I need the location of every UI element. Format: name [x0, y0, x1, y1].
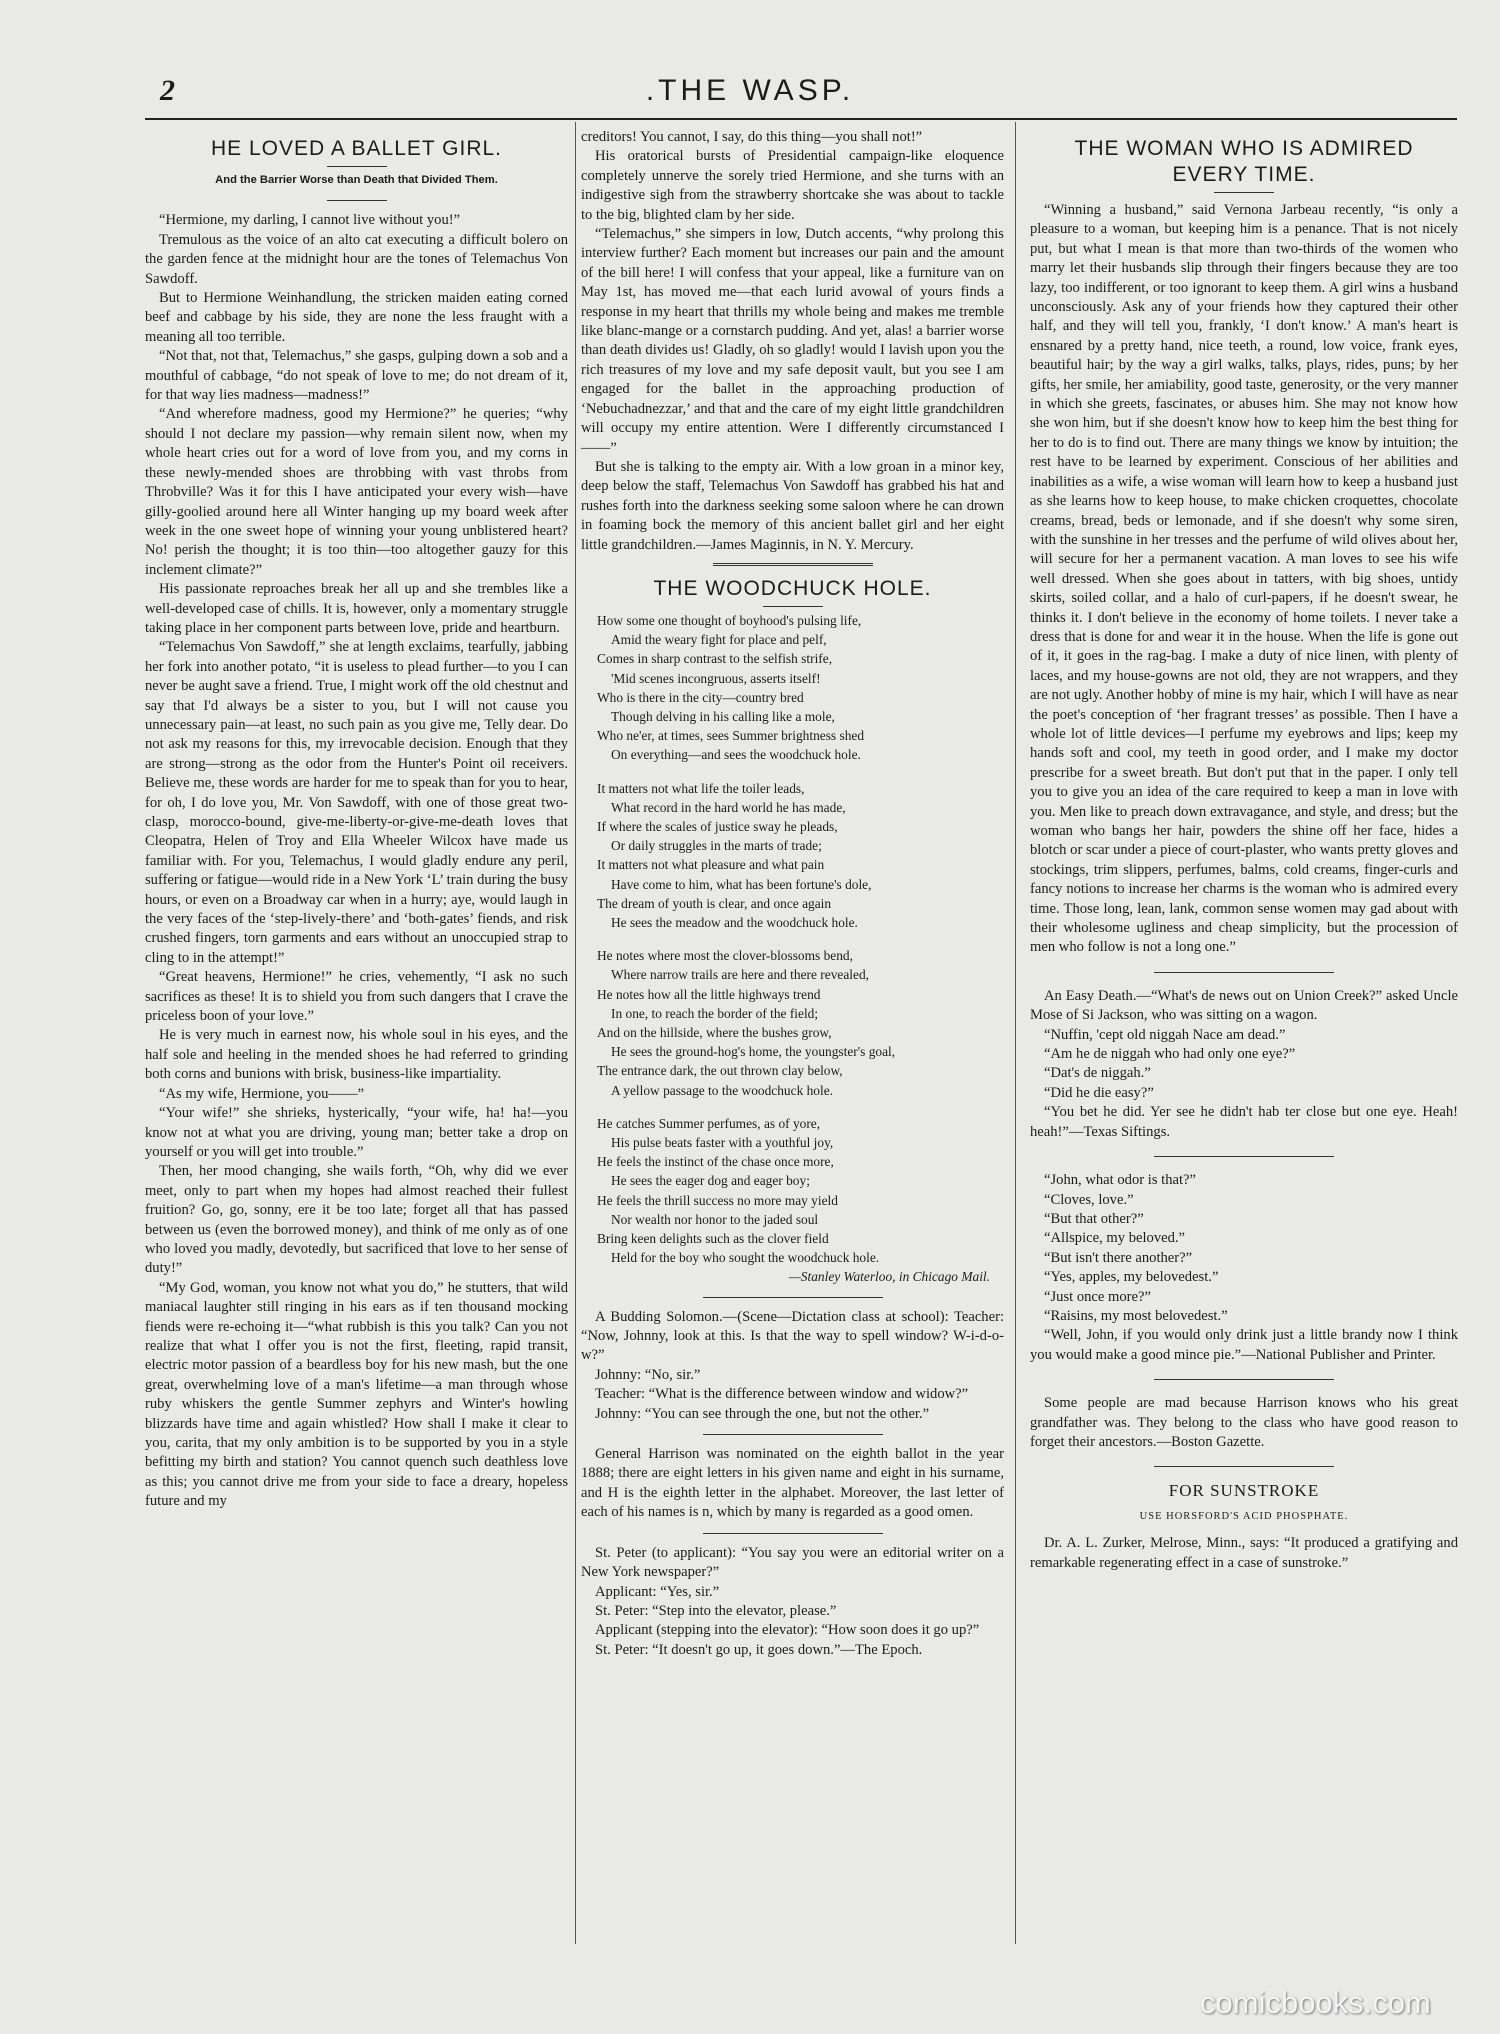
section-rule — [703, 1434, 883, 1435]
ad-subtitle: USE HORSFORD'S ACID PHOSPHATE. — [1139, 1510, 1349, 1522]
section-rule — [1154, 1379, 1334, 1380]
stanza-gap — [597, 1100, 1004, 1114]
article-title — [1030, 136, 1458, 188]
poem-line: What record in the hard world he has made, — [611, 799, 846, 815]
poem-line: 'Mid scenes incongruous, asserts itself! — [611, 670, 821, 686]
paragraph: Dr. A. L. Zurker, Melrose, Minn., says: “It produced a gratifying and remarkable regenerating effect in a case of sunstroke.” — [1030, 1535, 1458, 1571]
paragraph: St. Peter: “It doesn't go up, it goes down.”—The Epoch. — [595, 1641, 923, 1658]
paragraph: “John, what odor is that?” — [1044, 1172, 1196, 1189]
column-rule — [575, 122, 576, 1944]
poem-line: How some one thought of boyhood's pulsing life, — [597, 612, 862, 628]
paragraph: “Hermione, my darling, I cannot live without you!” — [159, 212, 461, 229]
column-rule — [1015, 122, 1016, 1944]
title-rule — [763, 606, 823, 607]
paragraph: “My God, woman, you know not what you do,” he stutters, that wild maniacal laughter still ringing in his ears as if ten thousand mocking fiends were re-echoing it—“what rubbish is this you talk? Can you not realize that what I offer you is not the first, fleeting, rapid transit, electric motor passion of a beardless boy for his new mash, but the one great, overwhelming love of a man's lifetime—a man through whose ruby whiskers the gentle Summer zephyrs and Winter's howling blizzards have time and again whistled? How shall I make it clear to you, carita, that my only ambition is to be supported by you in a style befitting my birth and station? You cannot quench such deathless love as this; you cannot drive me from your side to face a dreary, hopeless future and my — [145, 1279, 568, 1510]
paragraph: Applicant: “Yes, sir.” — [595, 1583, 720, 1600]
paragraph: Some people are mad because Harrison knows who his great grandfather was. They belong to the class who have good reason to forget their ancestors.—Boston Gazette. — [1030, 1395, 1458, 1450]
paragraph: “You bet he did. Yer see he didn't hab ter close but one eye. Heah! heah!”—Texas Siftings. — [1030, 1104, 1458, 1140]
paragraph: Johnny: “No, sir.” — [595, 1366, 701, 1383]
title-line: THE WOMAN WHO IS ADMIRED — [1074, 137, 1414, 160]
poem-line: Amid the weary fight for place and pelf, — [611, 632, 827, 648]
poem-line: He notes where most the clover-blossoms bend, — [597, 948, 853, 964]
page-number: 2 — [160, 74, 175, 107]
poem-line: He sees the eager dog and eager boy; — [611, 1173, 810, 1189]
poem-line: Held for the boy who sought the woodchuck hole. — [611, 1250, 880, 1266]
paragraph: St. Peter (to applicant): “You say you were an editorial writer on a New York newspaper?” — [581, 1544, 1004, 1581]
paragraph: “Your wife!” she shrieks, hysterically, “your wife, ha! ha!—you know not at what you are driving, young man; better take a drop on yourself or you will get into trouble.” — [145, 1105, 568, 1160]
poem-line: In one, to reach the border of the field; — [611, 1005, 819, 1021]
paragraph: “Great heavens, Hermione!” he cries, vehemently, “I ask no such sacrifices as these! It is to shield you from such dangers that I crave the priceless boon of your love.” — [145, 969, 568, 1025]
poem-line: Who is there in the city—country bred — [597, 689, 804, 705]
column-1 — [145, 128, 568, 1512]
paragraph: “Telemachus,” she simpers in low, Dutch accents, “why prolong this interview further? Each moment but increases our pain and the amount of the bill here! I will confess that your appeal, like a furniture van on May 1st, has moved me—that each lurid avowal of yours finds a response in my heart that thrills my whole being and makes me tremble like blanc-mange or a cornstarch pudding. And yet, alas! a barrier worse than death divides us! Gladly, oh so gladly! would I lavish upon you the rich treasures of my love and my safe deposit vault, but you see I am engaged for the ballet in the approaching production of ‘Nebuchadnezzar,’ and that and the care of my eight little grandchildren will occupy my entire attention. Were I differently circumstanced I——” — [581, 226, 1004, 456]
section-rule — [1154, 1156, 1334, 1157]
poem-line: His pulse beats faster with a youthful joy, — [611, 1135, 834, 1151]
poem-line: He notes how all the little highways trend — [597, 986, 821, 1002]
poem-credit: —Stanley Waterloo, in Chicago Mail. — [788, 1269, 990, 1285]
section-rule — [1154, 1466, 1334, 1467]
section-rule — [703, 1297, 883, 1298]
poem-line: The entrance dark, the out thrown clay below, — [597, 1063, 843, 1079]
paragraph: “Yes, apples, my belovedest.” — [1044, 1269, 1219, 1286]
poem-line: A yellow passage to the woodchuck hole. — [611, 1082, 834, 1098]
paragraph: He is very much in earnest now, his whole soul in his eyes, and the half sole and heeling in the mended shoes he had referred to grinding both corns and bunions with brisk, business-like impartiality. — [145, 1027, 568, 1083]
running-head — [0, 74, 1500, 114]
paragraph: “Nuffin, 'cept old niggah Nace am dead.” — [1044, 1026, 1286, 1043]
poem-line: Or daily struggles in the marts of trade; — [611, 838, 822, 854]
poem-title: THE WOODCHUCK HOLE. — [653, 576, 932, 600]
paragraph: St. Peter: “Step into the elevator, please.” — [595, 1602, 837, 1619]
paragraph: “Not that, not that, Telemachus,” she gasps, gulping down a sob and a mouthful of cabbage, “do not speak of love to me; do not dream of it, for that way lies madness—madness!” — [145, 348, 568, 404]
poem-line: Have come to him, what has been fortune's dole, — [611, 876, 872, 892]
poem-line: He feels the thrill success no more may yield — [597, 1192, 838, 1208]
poem-line: The dream of youth is clear, and once again — [597, 895, 832, 911]
poem-line: It matters not what pleasure and what pain — [597, 857, 825, 873]
column-2 — [581, 128, 1004, 1660]
paragraph: “Well, John, if you would only drink just a little brandy now I think you would make a good mince pie.”—National Publisher and Printer. — [1030, 1327, 1458, 1363]
paragraph: “Dat's de niggah.” — [1044, 1065, 1151, 1082]
poem-line: He sees the ground-hog's home, the youngster's goal, — [611, 1044, 896, 1060]
paragraph: “Raisins, my most belovedest.” — [1044, 1307, 1228, 1324]
paragraph: But she is talking to the empty air. With a low groan in a minor key, deep below the staff, Telemachus Von Sawdoff has grabbed his hat and rushes forth into the darkness seeking some saloon where he can drown in foaming bock the memory of this ancient ballet girl and her eight little grandchildren.—James Maginnis, in N. Y. Mercury. — [581, 458, 1004, 553]
paragraph: But to Hermione Weinhandlung, the stricken maiden eating corned beef and cabbage by his side, they are none the less fraught with a meaning all too terrible. — [145, 290, 568, 345]
title-rule — [327, 166, 387, 167]
stanza-gap — [597, 765, 1004, 779]
article-deck: And the Barrier Worse than Death that Divided Them. — [215, 174, 498, 186]
paragraph: Teacher: “What is the difference between window and widow?” — [595, 1386, 969, 1403]
poem-line: If where the scales of justice sway he pleads, — [597, 818, 838, 834]
poem-line: Where narrow trails are here and there revealed, — [611, 967, 869, 983]
title-line: EVERY TIME. — [1172, 163, 1316, 186]
poem-line: Bring keen delights such as the clover field — [597, 1231, 829, 1247]
paragraph: “Allspice, my beloved.” — [1044, 1230, 1186, 1247]
paragraph: His oratorical bursts of Presidential campaign-like eloquence completely unnerve the sorely tried Hermione, and she turns with an indigestive sigh from the strawberry shortcake she was about to tackle to the big, blighted clam by her side. — [581, 148, 1004, 223]
poem-line: And on the hillside, where the bushes grow, — [597, 1025, 832, 1040]
poem-line: He sees the meadow and the woodchuck hole. — [611, 914, 858, 930]
masthead: .THE WASP. — [645, 74, 855, 107]
poem-line: On everything—and sees the woodchuck hole. — [611, 747, 861, 763]
section-rule — [1154, 972, 1334, 973]
paragraph: “Did he die easy?” — [1044, 1084, 1154, 1101]
paragraph: “But isn't there another?” — [1044, 1249, 1193, 1266]
paragraph: “Am he de niggah who had only one eye?” — [1044, 1046, 1296, 1063]
article-title: HE LOVED A BALLET GIRL. — [210, 137, 503, 160]
paragraph: Johnny: “You can see through the one, but not the other.” — [595, 1405, 930, 1422]
section-rule — [703, 1533, 883, 1534]
paragraph: General Harrison was nominated on the eighth ballot in the year 1888; there are eight letters in his given name and eight in his surname, and H is the eighth letter in the alphabet. Moreover, the last letter of each of his names is n, which by many is regarded as a good omen. — [581, 1446, 1004, 1521]
poem-line: Nor wealth nor honor to the jaded soul — [611, 1211, 819, 1227]
paragraph: “As my wife, Hermione, you——” — [159, 1085, 365, 1102]
poem-line: Though delving in his calling like a mole, — [611, 708, 835, 724]
poem-line: It matters not what life the toiler leads, — [597, 780, 805, 796]
paragraph: A Budding Solomon.—(Scene—Dictation class at school): Teacher: “Now, Johnny, look at this. Is that the way to spell window? W-i-d-o-w?” — [581, 1308, 1004, 1364]
poem-line: Who ne'er, at times, sees Summer brightness shed — [597, 728, 865, 744]
title-rule — [1214, 192, 1274, 193]
paragraph: An Easy Death.—“What's de news out on Union Creek?” asked Uncle Mose of Si Jackson, who was sitting on a wagon. — [1030, 987, 1458, 1024]
column-3 — [1030, 128, 1458, 1573]
paragraph: Then, her mood changing, she wails forth, “Oh, why did we ever meet, only to part when my hopes had almost reached their fullest fruition? Go, go, sonny, ere it be too late; forget all that has passed between us (even the borrowed money), and think of me only as of one who loved you madly, devotedly, but sacrificed that love to her sense of duty!” — [145, 1163, 568, 1277]
paragraph: Tremulous as the voice of an alto cat executing a difficult bolero on the garden fence at the midnight hour are the tones of Telemachus Von Sawdoff. — [145, 231, 568, 287]
paragraph: “And wherefore madness, good my Hermione?” he queries; “why should I not declare my passion—why remain silent now, when my whole heart cries out for a word of love from you, and my corns in these newly-mended shoes are throbbing with vast throbs from Throbville? Was it for this I have anticipated your every wish—have gilly-goolied around here all Winter hanging up my board week after week in the one sweet hope of winning your young unblistered heart? No! perish the thought; it is too thin—too altogether gauzy for this inclement climate?” — [145, 406, 568, 578]
paragraph: creditors! You cannot, I say, do this thing—you shall not!” — [581, 129, 923, 145]
poem-line: He feels the instinct of the chase once more, — [597, 1154, 834, 1170]
watermark: comicbooks.com — [1200, 1985, 1431, 2020]
paragraph: “Cloves, love.” — [1044, 1191, 1134, 1208]
ad-title: FOR SUNSTROKE — [1168, 1481, 1320, 1501]
paragraph: “Winning a husband,” said Vernona Jarbeau recently, “is only a pleasure to a woman, but keeping him is a penance. That is not nicely put, but what I mean is that more than two-thirds of the women who marry let their husbands slip through their fingers because they are too lazy, too indifferent, or too ignorant to keep them. A girl wins a husband unconsciously. Ask any of your friends how they captured their other half, and they will tell you, frankly, ‘I don't know.’ A man's heart is ensnared by a pretty hand, nice teeth, a round, low voice, frank eyes, beautiful hair; by the way a girl walks, talks, plays, rides, puns; by her gifts, her smile, her amiability, good taste, generosity, or the very manner in which she greets, fascinates, or abuses him. She may not know how she won him, but if she doesn't know how to keep him the best thing for her to do is to find out. There are many things we know by intuition; the rest have to be learned by experiment. Conscious of her abilities and inabilities as a wife, a wise woman will learn how to keep a husband just as she learns how to keep house, to make chicken croquettes, chocolate creams, bread, beds or lemonade, and if she doesn't why some siren, with the sunshine in her tresses and the perfume of wild olives about her, will secure for her a permanent vacation. A man loves to see his wife well dressed. When she goes about in tatters, with big shoes, untidy skirts, soiled collar, and a halo of curl-papers, if he doesn't swear, he thinks it. I don't believe in the economy of home toilets. I never take a dress that is done for and wear it in the house. When the life is gone out of it, it goes in the rag-bag. I make a duty of nice linen, with plenty of laces, and my house-gowns are not old, they are not wrappers, and they are not ugly. Another hobby of mine is my hair, which I will have as near the poet's conception of ‘her fragrant tresses’ as possible. Then I have a whole lot of little devices—I perfume my eyebrows and lips; keep my hands soft and cool, my teeth in good order, and I make my doctor prescribe for a sweet breath. But don't put that in the paper. I only tell you to give you an idea of the care required to keep a man in love with you. Men like to preach down extravagance, and style, and dress; but the woman who bangs her hair, powders the shine off her face, hides a blotch or scar under a piece of court-plaster, who wants pretty gloves and stockings, trim slippers, perfumes, balms, cold creams, finger-curls and fancy notions to increase her charms is the woman who is admired every time. Those long, lean, lank, common sense women may gad about with their wholesome ugliness and cheap simplicity, but the procession of men who follow is not a long one.” — [1030, 202, 1458, 956]
paragraph: “Just once more?” — [1044, 1288, 1151, 1305]
poem-line: Comes in sharp contrast to the selfish strife, — [597, 651, 833, 667]
deck-rule — [327, 200, 387, 201]
stanza-gap — [597, 932, 1004, 946]
paragraph: Applicant (stepping into the elevator): “How soon does it go up?” — [595, 1622, 980, 1639]
poem-line: He catches Summer perfumes, as of yore, — [597, 1115, 821, 1131]
paragraph: “Telemachus Von Sawdoff,” she at length exclaims, tearfully, jabbing her fork into another potato, “it is useless to plead further—to you I can never be aught save a friend. True, I might work off the old chestnut and say that I'd always be a sister to you, but I will not cause you unnecessary pain—at least, no such pain as you give me, Telly dear. Do not ask my reasons for this, my irrevocable decision. Enough that they are strong—strong as the odor from the Hunter's Point oil receivers. Believe me, these words are harder for me to speak than for you to hear, for oh, I do love you, Mr. Von Sawdoff, with one of those great two-clasp, morocco-bound, give-me-liberty-or-give-me-death loves that Cleopatra, Helen of Troy and Ella Wheeler Wilcox have made us familiar with. For you, Telemachus, I would gladly endure any peril, suffering or fatigue—would ride in a New York ‘L’ train during the busy hours, or even on a Broadway car when in a hurry; aye, would laugh in the very faces of the ‘step-lively-there’ and ‘both-gates’ fiends, and risk crushed fingers, torn garments and ears without an unoccupied strap to cling to in the attempt!” — [145, 639, 568, 966]
section-rule — [713, 563, 873, 566]
header-rule — [145, 118, 1457, 120]
paragraph: His passionate reproaches break her all up and she trembles like a well-developed case of chills. It is, however, only a momentary struggle taking place in her component parts between love, pride and heartburn. — [145, 581, 568, 636]
poem — [597, 611, 1004, 1287]
paragraph: “But that other?” — [1044, 1210, 1144, 1227]
